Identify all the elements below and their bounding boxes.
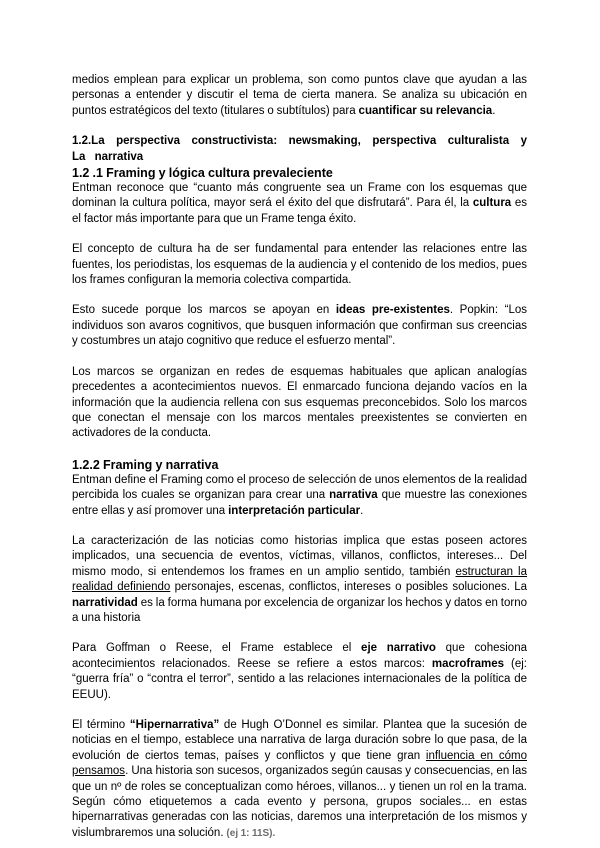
- text: Entman reconoce que “cuanto más congruente sea un Frame con los esquemas que dominan la cultura política, mayor será el éxito del que disfrutará”. Para él, la: [72, 182, 527, 210]
- section-heading-1-2: 1.2.La perspectiva constructivista: newsmaking, perspectiva culturalista y La narrativa: [72, 135, 527, 163]
- text: Para Goffman o Reese, el Frame establece el: [72, 642, 362, 655]
- text: medios emplean para explicar un problema, son como puntos clave que ayudan a las personas a entender y discutir el tema de cierta manera. Se analiza su ubicación en puntos estratégicos del texto (titulares o subtítulos) para: [72, 74, 527, 117]
- section-heading-1-2-2: 1.2.2 Framing y narrativa: [72, 457, 219, 472]
- text: .: [492, 104, 496, 117]
- redes-paragraph: Los marcos se organizan en redes de esquemas habituales que aplican analogías precedentes a acontecimientos nuevos. El enmarcado funciona dejando vacíos en la información que la audiencia rellena con sus esquemas preconcebidos. Solo los marcos que conectan el mensaje con los marcos mentales preexistentes se convierten en activadores de la conducta.: [72, 365, 527, 440]
- example-reference: (ej 1: 11S).: [226, 827, 276, 839]
- document-body: [72, 73, 527, 841]
- bold-text: cuantificar su relevancia: [358, 104, 493, 117]
- text: Entman define el Framing como el proceso de selección de unos elementos de la realidad percibida los cuales se organizan para crear una: [72, 473, 527, 502]
- caracterizacion-paragraph: [72, 534, 527, 626]
- marcos-paragraph: [72, 303, 527, 349]
- text: (ej: “guerra fría” o “contra el terror”, sentido a las relaciones internacionales de la política de EEUU).: [72, 657, 527, 701]
- text: que cohesiona acontecimientos relacionados. Reese se refiere a estos marcos:: [72, 642, 527, 670]
- bold-text: interpretación particular: [228, 504, 361, 517]
- bold-text: narrativa: [329, 489, 378, 502]
- text: . Popkin: “Los individuos son avaros cognitivos, que busquen información que confirman sus creencias y costumbres un atajo cognitivo que reduce el esfuerzo mental”.: [72, 304, 528, 348]
- text: Esto sucede porque los marcos se apoyan en: [72, 304, 336, 317]
- text: . Una historia son sucesos, organizados según causas y consecuencias, en las que un nº de roles se conceptualizan como héroes, villanos... y tienen un rol en la trama. Según cómo etiquetemos a cada evento y persona, grupos sociales... en estas hipernarrativas generadas con las noticias, daremos una interpretación de los mismos y vislumbraremos una solución.: [72, 765, 527, 839]
- intro-paragraph: [72, 73, 527, 119]
- bold-text: narratividad: [72, 596, 138, 609]
- text: de Hugh O’Donnel es similar. Plantea que la sucesión de noticias en el tiempo, establece una narrativa de larga duración sobre lo que pasa, de la evolución de ciertos temas, países y conflictos y que tiene gran: [72, 719, 527, 762]
- definition-paragraph: [72, 473, 527, 519]
- text: que muestre las conexiones entre ellas y así promover una: [72, 489, 527, 517]
- text: La caracterización de las noticias como historias implica que estas poseen actores implicados, una secuencia de eventos, víctimas, villanos, conflictos, intereses... Del mismo modo, si entendemos los frames en un amplio sentido, también: [72, 534, 527, 578]
- text: .: [360, 504, 364, 517]
- goffman-paragraph: [72, 641, 527, 703]
- text: es la forma humana por excelencia de organizar los hechos y datos en torno a una historia: [72, 596, 527, 624]
- text: El término: [72, 719, 130, 731]
- bold-text: ideas pre-existentes: [335, 304, 450, 317]
- underlined-text: influencia en cómo pensamos: [72, 749, 527, 778]
- section-heading-1-2-1: 1.2 .1 Framing y lógica cultura prevaleciente: [72, 166, 333, 181]
- cultura-paragraph: El concepto de cultura ha de ser fundamental para entender las relaciones entre las fuentes, los periodistas, los esquemas de la audiencia y el contenido de los medios, pues los frames configuran la memoria colectiva compartida.: [72, 243, 527, 287]
- text: personajes, escenas, conflictos, intereses o posibles soluciones. La: [170, 581, 527, 594]
- bold-text: cultura: [472, 197, 512, 210]
- underlined-text: estructuran la realidad definiendo: [72, 565, 527, 594]
- bold-text: eje narrativo: [361, 642, 436, 655]
- hipernarrativa-paragraph: [72, 718, 527, 841]
- entman-paragraph: [72, 181, 527, 227]
- bold-text: macroframes: [431, 657, 505, 670]
- text: es el factor más importante para que un Frame tenga éxito.: [72, 197, 527, 225]
- bold-text: “Hipernarrativa”: [129, 719, 220, 731]
